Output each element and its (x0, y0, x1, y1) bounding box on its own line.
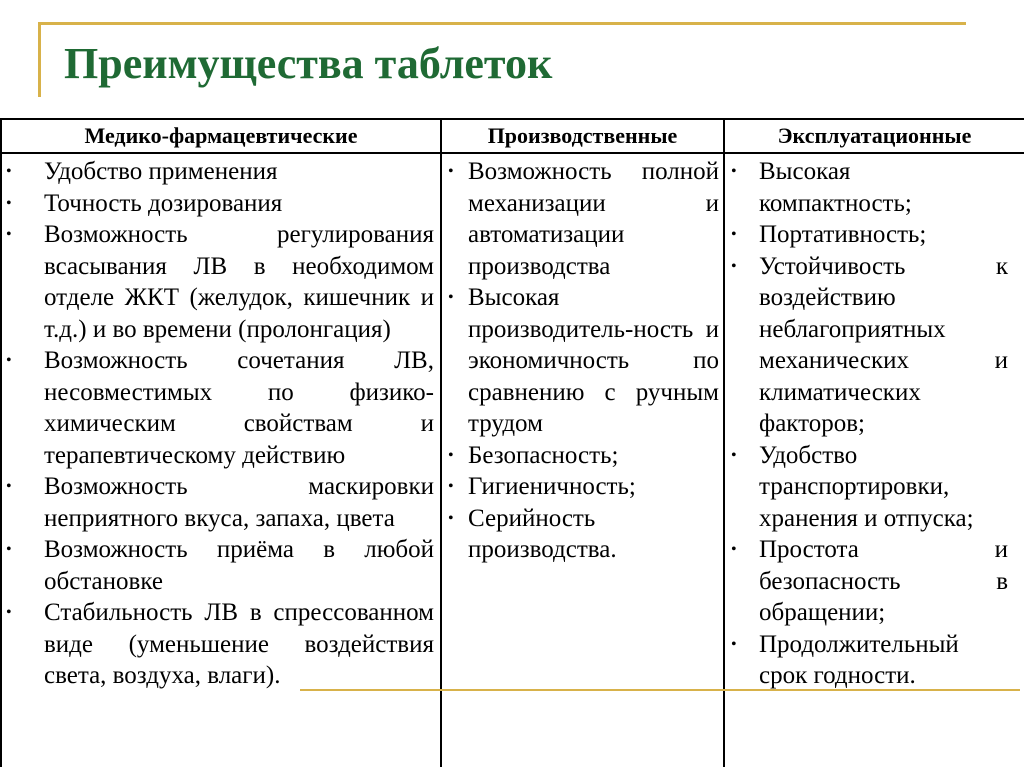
list-item (725, 156, 1024, 219)
list-item (442, 440, 723, 472)
list-item (725, 251, 1024, 440)
list-item-text: Возможность регулирования всасывания ЛВ в необходимом отделе ЖКТ (желудок, кишечник и т.д.) и во времени (пролонгация) (44, 221, 434, 343)
list-item (2, 156, 440, 188)
operational-list (725, 154, 1024, 692)
bullet-icon: • (6, 478, 12, 495)
bullet-icon: • (448, 509, 454, 527)
bullet-icon: • (731, 541, 737, 558)
list-item (442, 503, 723, 566)
list-item-text: Устойчивость к воздействию неблагоприятных механических и климатических факторов; (759, 252, 1008, 437)
list-item-text: Гигиеничность; (468, 473, 636, 500)
decorative-left-line (38, 22, 41, 97)
decorative-top-line (38, 22, 966, 25)
list-item-text: Безопасность; (468, 441, 619, 469)
list-item-text: Серийность производства. (468, 504, 617, 563)
column-header-medical: Медико-фармацевтические (1, 119, 441, 153)
list-item-text: Удобство транспортировки, хранения и отпуска; (759, 441, 974, 532)
bullet-icon: • (448, 446, 454, 464)
list-item (442, 282, 723, 440)
production-list (442, 154, 723, 566)
list-item (725, 219, 1024, 251)
advantages-table (0, 118, 1024, 767)
list-item (2, 219, 440, 345)
column-header-operational: Эксплуатационные (724, 119, 1024, 153)
list-item-text: Портативность; (759, 221, 927, 248)
list-item (2, 471, 440, 534)
bullet-icon: • (448, 478, 454, 495)
list-item (725, 440, 1024, 535)
list-item-text: Возможность полной механизации и автоматизации производства (468, 158, 719, 280)
bullet-icon: • (6, 226, 12, 243)
decorative-horizontal-line (300, 689, 1020, 691)
list-item-text: Удобство применения (44, 158, 278, 185)
list-item-text: Точность дозирования (44, 189, 283, 217)
list-item-text: Возможность сочетания ЛВ, несовместимых по физико-химическим свойствам и терапевтическому действию (44, 347, 434, 469)
list-item (725, 534, 1024, 629)
list-item-text: Высокая производитель-ность и экономичность по сравнению с ручным трудом (468, 284, 719, 437)
list-item (2, 345, 440, 471)
list-item-text: Стабильность ЛВ в спрессованном виде (уменьшение воздействия света, воздуха, влаги). (44, 599, 434, 689)
list-item (442, 471, 723, 503)
bullet-icon: • (731, 635, 737, 653)
list-item-text: Возможность приёма в любой обстановке (44, 536, 434, 595)
production-column (441, 153, 724, 767)
list-item (2, 188, 440, 220)
list-item-text: Простота и безопасность в обращении; (759, 536, 1008, 626)
bullet-icon: • (6, 163, 12, 180)
bullet-icon: • (731, 163, 737, 180)
bullet-icon: • (6, 352, 12, 369)
list-item (442, 156, 723, 282)
bullet-icon: • (731, 257, 737, 275)
page-title: Преимущества таблеток (64, 39, 553, 88)
bullet-icon: • (6, 194, 12, 212)
bullet-icon: • (448, 163, 454, 180)
column-header-production: Производственные (441, 119, 724, 153)
bullet-icon: • (6, 541, 12, 558)
bullet-icon: • (6, 604, 12, 621)
list-item (2, 534, 440, 597)
list-item (725, 629, 1024, 692)
medical-column (1, 153, 441, 767)
operational-column (724, 153, 1024, 767)
list-item (2, 597, 440, 692)
list-item-text: Высокая компактность; (759, 158, 912, 217)
content-row (1, 153, 1024, 767)
bullet-icon: • (731, 226, 737, 243)
medical-list (2, 154, 440, 692)
list-item-text: Возможность маскировки неприятного вкуса, запаха, цвета (44, 473, 434, 532)
bullet-icon: • (448, 289, 454, 306)
bullet-icon: • (731, 446, 737, 464)
list-item-text: Продолжительный срок годности. (759, 630, 959, 689)
header-row (1, 119, 1024, 153)
